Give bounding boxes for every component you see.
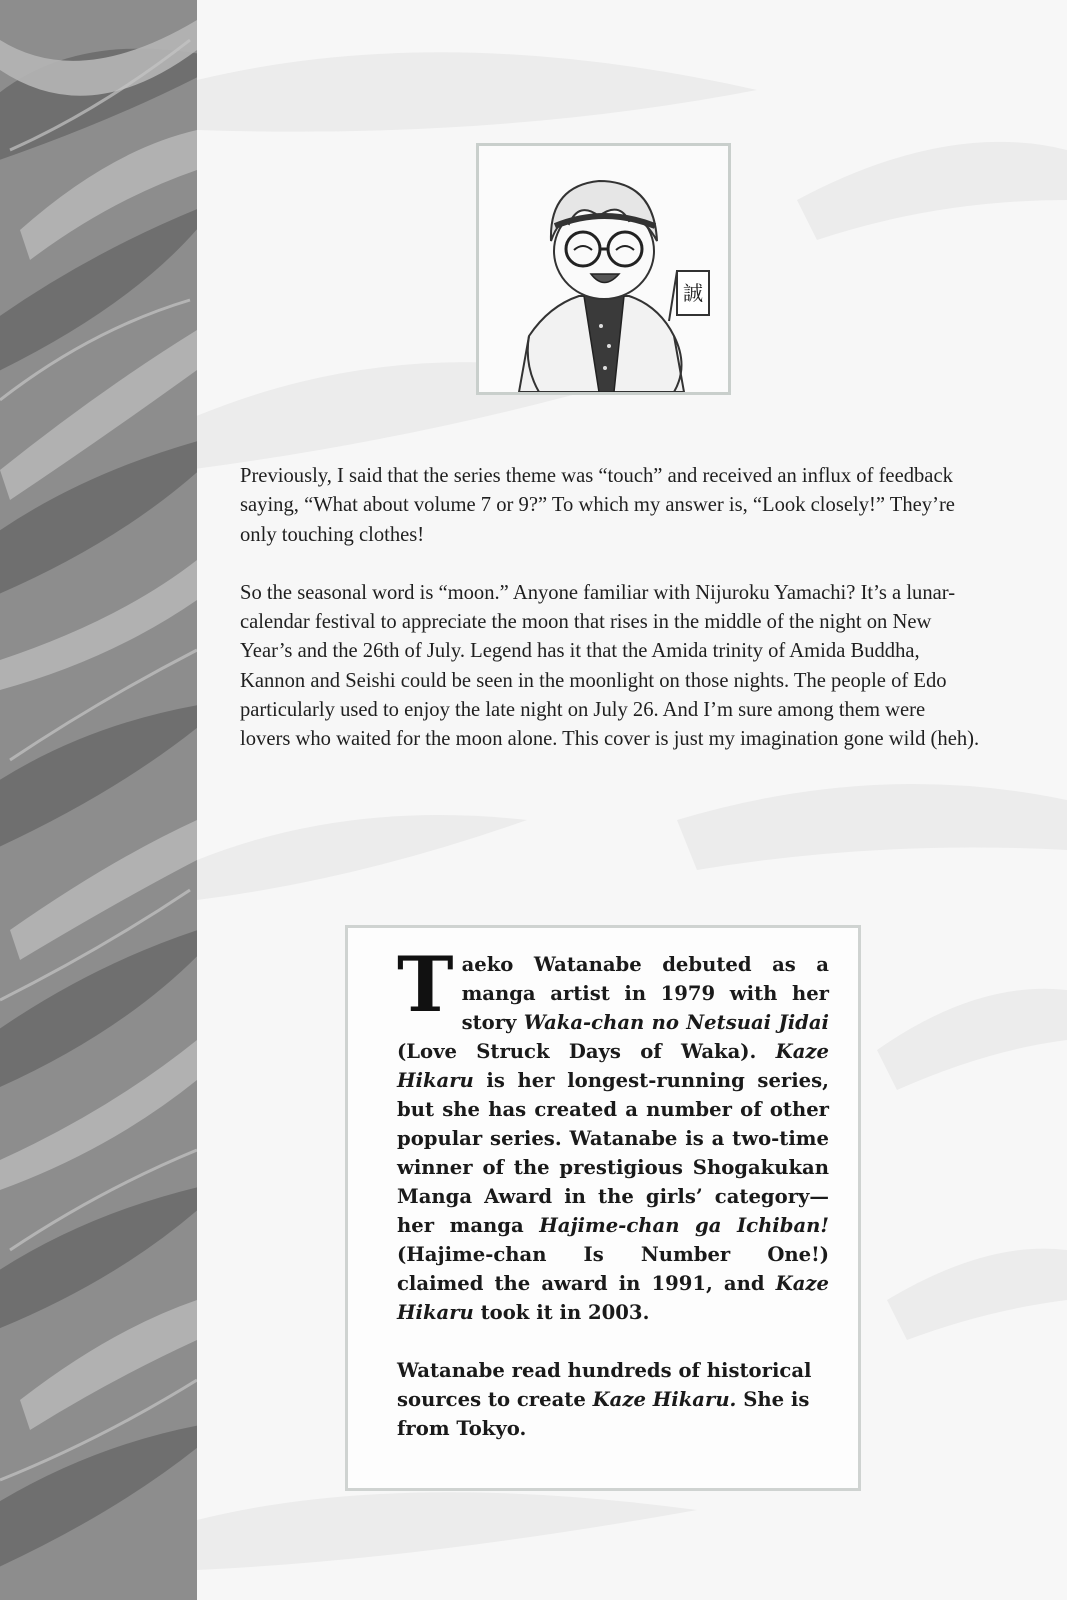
author-portrait-illustration: [479, 146, 728, 392]
bio-paragraph-2: [397, 1356, 829, 1443]
author-bio-box: [345, 925, 861, 1491]
drop-cap: T: [397, 940, 454, 1029]
work-title: Kaze Hikaru: [397, 1272, 829, 1324]
bio-text-segment: She is from Tokyo.: [397, 1388, 810, 1440]
author-portrait-frame: [476, 143, 731, 395]
bio-text-segment: aeko Watanabe debuted as a manga artist in 1979 with her story: [461, 953, 829, 1034]
author-bio-text: [397, 940, 829, 1472]
author-note-paragraph-1: Previously, I said that the series theme was “touch” and received an influx of feedback saying, “What about volume 7 or 9?” To which my answer is, “Look closely!” They’re only touching clothes!: [240, 465, 955, 546]
bio-text-segment: (Hajime-chan Is Number One!) claimed the award in 1991, and: [397, 1243, 829, 1295]
bio-text-segment: (Love Struck Days of Waka).: [397, 1040, 776, 1063]
work-title: Waka-chan no Netsuai Jidai: [523, 1011, 829, 1034]
author-note-paragraph-2: So the seasonal word is “moon.” Anyone familiar with Nijuroku Yamachi? It’s a lunar-calendar festival to appreciate the moon that rises in the middle of the night on New Year’s and the 26th of July. Legend has it that the Amida trinity of Amida Buddha, Kannon and Seishi could be seen in the moonlight on those nights. The people of Edo particularly used to enjoy the late night on July 26. And I’m sure among them were lovers who waited for the moon alone. This cover is just my imagination gone wild (heh).: [240, 581, 980, 751]
bio-paragraph-1: [397, 940, 829, 1327]
flag-glyph: 誠: [683, 281, 703, 305]
work-title: Hajime-chan ga Ichiban!: [539, 1214, 829, 1237]
bio-text-segment: is her longest-running series, but she has created a number of other popular series. Watanabe is a two-time winner of the prestigious Shogakukan Manga Award in the girls’ category—her manga: [397, 1069, 829, 1237]
bio-text-segment: took it in 2003.: [473, 1301, 650, 1324]
work-title: Kaze Hikaru.: [592, 1388, 737, 1411]
leaf-pattern-strip: [0, 0, 197, 1600]
work-title: Kaze Hikaru: [397, 1040, 829, 1092]
bio-text-segment: Watanabe read hundreds of historical sources to create: [397, 1359, 812, 1411]
author-note: [240, 462, 980, 784]
